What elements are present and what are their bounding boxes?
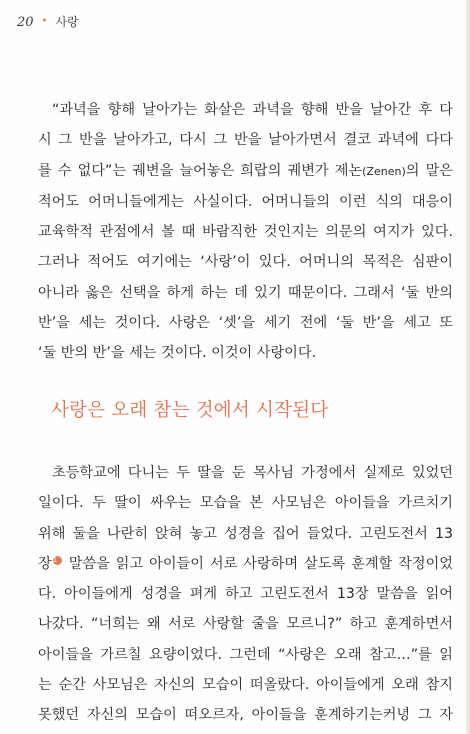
text-line: 반’을 세는 것이다. 사랑은 ‘셋’을 세기 전에 ‘둘 반’을 세고 또 (38, 315, 453, 332)
text-line: 초등학교에 다니는 두 딸을 둔 목사님 가정에서 실제로 있었던 (52, 465, 453, 481)
text-line: 다. 아이들에게 성경을 펴게 하고 고린도전서 13장 말씀을 읽어 (38, 586, 453, 603)
text-line: 위해 둘을 나란히 앉혀 놓고 성경을 집어 들었다. 고린도전서 13 (38, 525, 453, 542)
header-bullet: • (41, 16, 48, 27)
text-line: 는 순간 사모님은 자신의 모습이 떠올랐다. 아이들에게 오래 참지 (38, 677, 453, 694)
paragraph-1 (38, 95, 453, 369)
paragraph-2 (38, 458, 453, 731)
text-line (38, 156, 453, 187)
text-line: 나갔다. “너희는 왜 서로 사랑할 줄을 모르니?” 하고 훈계하면서 (38, 616, 453, 633)
text-line: 시 그 반을 날아가고, 다시 그 반을 날아가면서 결코 과녁에 다다 (38, 132, 453, 149)
text-line: “과녁을 향해 날아가는 화살은 과녁을 향해 반을 날아간 후 다 (52, 102, 453, 118)
text-line: 그러나 적어도 여기에는 ‘사랑’이 있다. 어머니의 목적은 심판이 (38, 254, 453, 271)
text-line: 교육학적 관점에서 볼 때 바람직한 것인지는 의문의 여지가 있다. (38, 224, 453, 241)
text-line (38, 549, 453, 579)
running-head (17, 13, 79, 33)
text-line-part: 를 수 없다”는 궤변을 늘어놓은 희랍의 궤변가 제논 (38, 162, 363, 179)
page-number: 20 (17, 15, 34, 30)
text-line: 일이다. 두 딸이 싸우는 모습을 본 사모님은 아이들을 가르치기 (38, 495, 453, 512)
text-line-part: 장 (38, 555, 52, 572)
page-edge (466, 0, 470, 734)
latin-name: (Zenen) (362, 164, 406, 178)
text-line-part: 의 말은 (405, 162, 453, 179)
text-line: 아이들을 가르칠 요량이었다. 그런데 “사랑은 오래 참고…”를 읽 (38, 646, 453, 663)
text-line: ‘둘 반의 반’을 세는 것이다. 이것이 사랑이다. (38, 345, 317, 362)
footnote-marker[interactable]: 1 (53, 556, 62, 565)
section-heading: 사랑은 오래 참는 것에서 시작된다 (51, 400, 329, 421)
running-head-title: 사랑 (55, 15, 79, 29)
text-line: 적어도 어머니들에게는 사실이다. 어머니들의 이런 식의 대응이 (38, 193, 453, 210)
text-line-part: 말씀을 읽고 아이들이 서로 사랑하며 살도록 훈계할 작정이었 (68, 555, 454, 572)
text-line: 아니라 옳은 선택을 하게 하는 데 있기 때문이다. 그래서 ‘둘 반의 (38, 284, 453, 301)
text-line: 못했던 자신의 모습이 떠오르자, 아이들을 훈계하기는커녕 그 자 (38, 707, 453, 724)
